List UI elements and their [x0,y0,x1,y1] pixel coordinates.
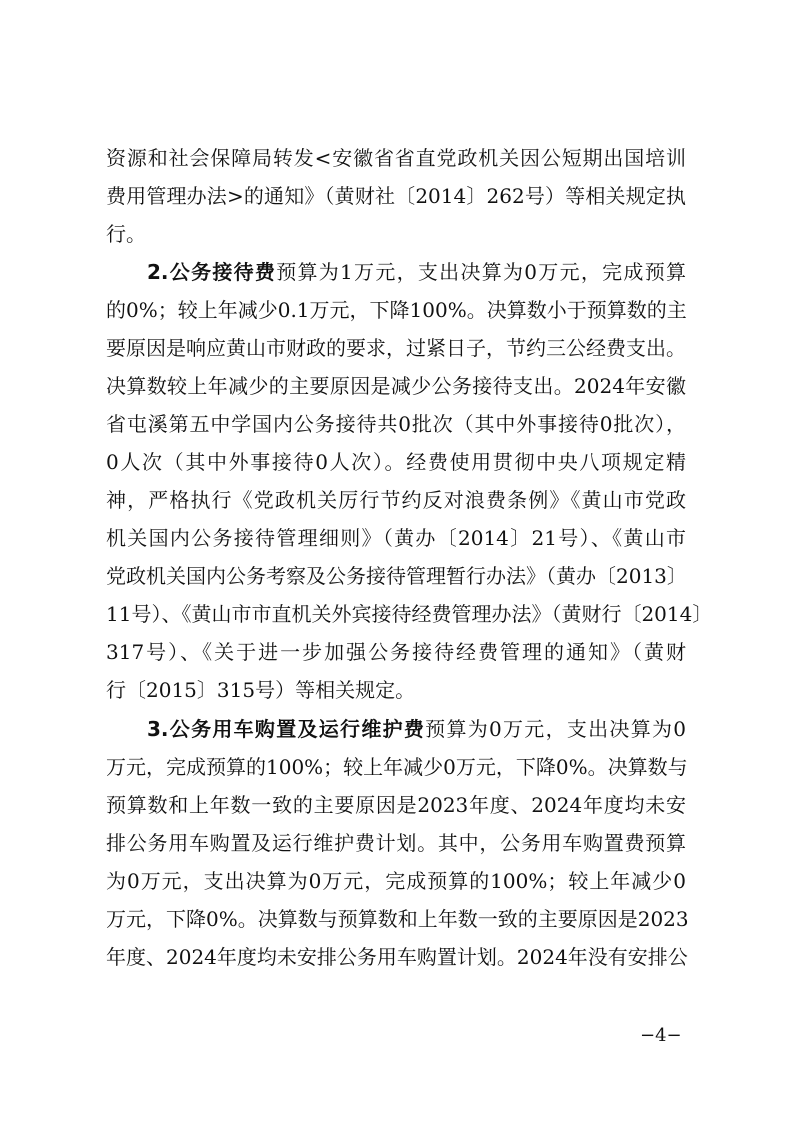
section-heading-line [147,716,686,742]
paragraph-line: 行〔2015〕315号）等相关规定。 [106,678,416,702]
paragraph-text: 预算为0万元，支出决算为0 [425,717,686,741]
paragraph-line: 决算数较上年减少的主要原因是减少公务接待支出。2024年安徽 [106,374,686,398]
paragraph-line: 资源和社会保障局转发<安徽省省直党政机关因公短期出国培训 [106,146,686,170]
paragraph-line: 11号）、《黄山市市直机关外宾接待经费管理办法》（黄财行〔2014〕 [106,602,713,626]
paragraph-text: 预算为1万元，支出决算为0万元，完成预算 [276,260,686,284]
section-heading: 3.公务用车购置及运行维护费 [147,717,426,741]
paragraph-line: 排公务用车购置及运行维护费计划。其中，公务用车购置费预算 [106,831,686,855]
paragraph-line: 省屯溪第五中学国内公务接待共0批次（其中外事接待0批次）， [106,412,686,436]
paragraph-line: 要原因是响应黄山市财政的要求，过紧日子，节约三公经费支出。 [106,336,686,360]
paragraph-line: 317号）、《关于进一步加强公务接待经费管理的通知》（黄财 [106,640,686,664]
paragraph-line: 为0万元，支出决算为0万元，完成预算的100%；较上年减少0 [106,869,686,893]
paragraph-line: 年度、2024年度均未安排公务用车购置计划。2024年没有安排公 [106,945,688,969]
paragraph-line: 机关国内公务接待管理细则》（黄办〔2014〕21号）、《黄山市 [106,526,686,550]
paragraph-line: 0人次（其中外事接待0人次）。经费使用贯彻中央八项规定精 [106,450,686,474]
paragraph-line: 费用管理办法>的通知》（黄财社〔2014〕262号）等相关规定执 [106,184,686,208]
section-heading: 2.公务接待费 [147,260,277,284]
paragraph-line: 党政机关国内公务考察及公务接待管理暂行办法》（黄办〔2013〕 [106,564,687,588]
page-number: −4− [640,1025,682,1046]
paragraph-line: 神，严格执行《党政机关厉行节约反对浪费条例》《黄山市党政 [106,488,686,512]
section-heading-line [147,259,686,285]
paragraph-line: 预算数和上年数一致的主要原因是2023年度、2024年度均未安 [106,793,686,817]
paragraph-line: 的0%；较上年减少0.1万元，下降100%。决算数小于预算数的主 [106,298,687,322]
paragraph-line: 万元，下降0%。决算数与预算数和上年数一致的主要原因是2023 [106,907,689,931]
paragraph-line: 万元，完成预算的100%；较上年减少0万元，下降0%。决算数与 [106,755,688,779]
paragraph-line: 行。 [106,222,146,246]
